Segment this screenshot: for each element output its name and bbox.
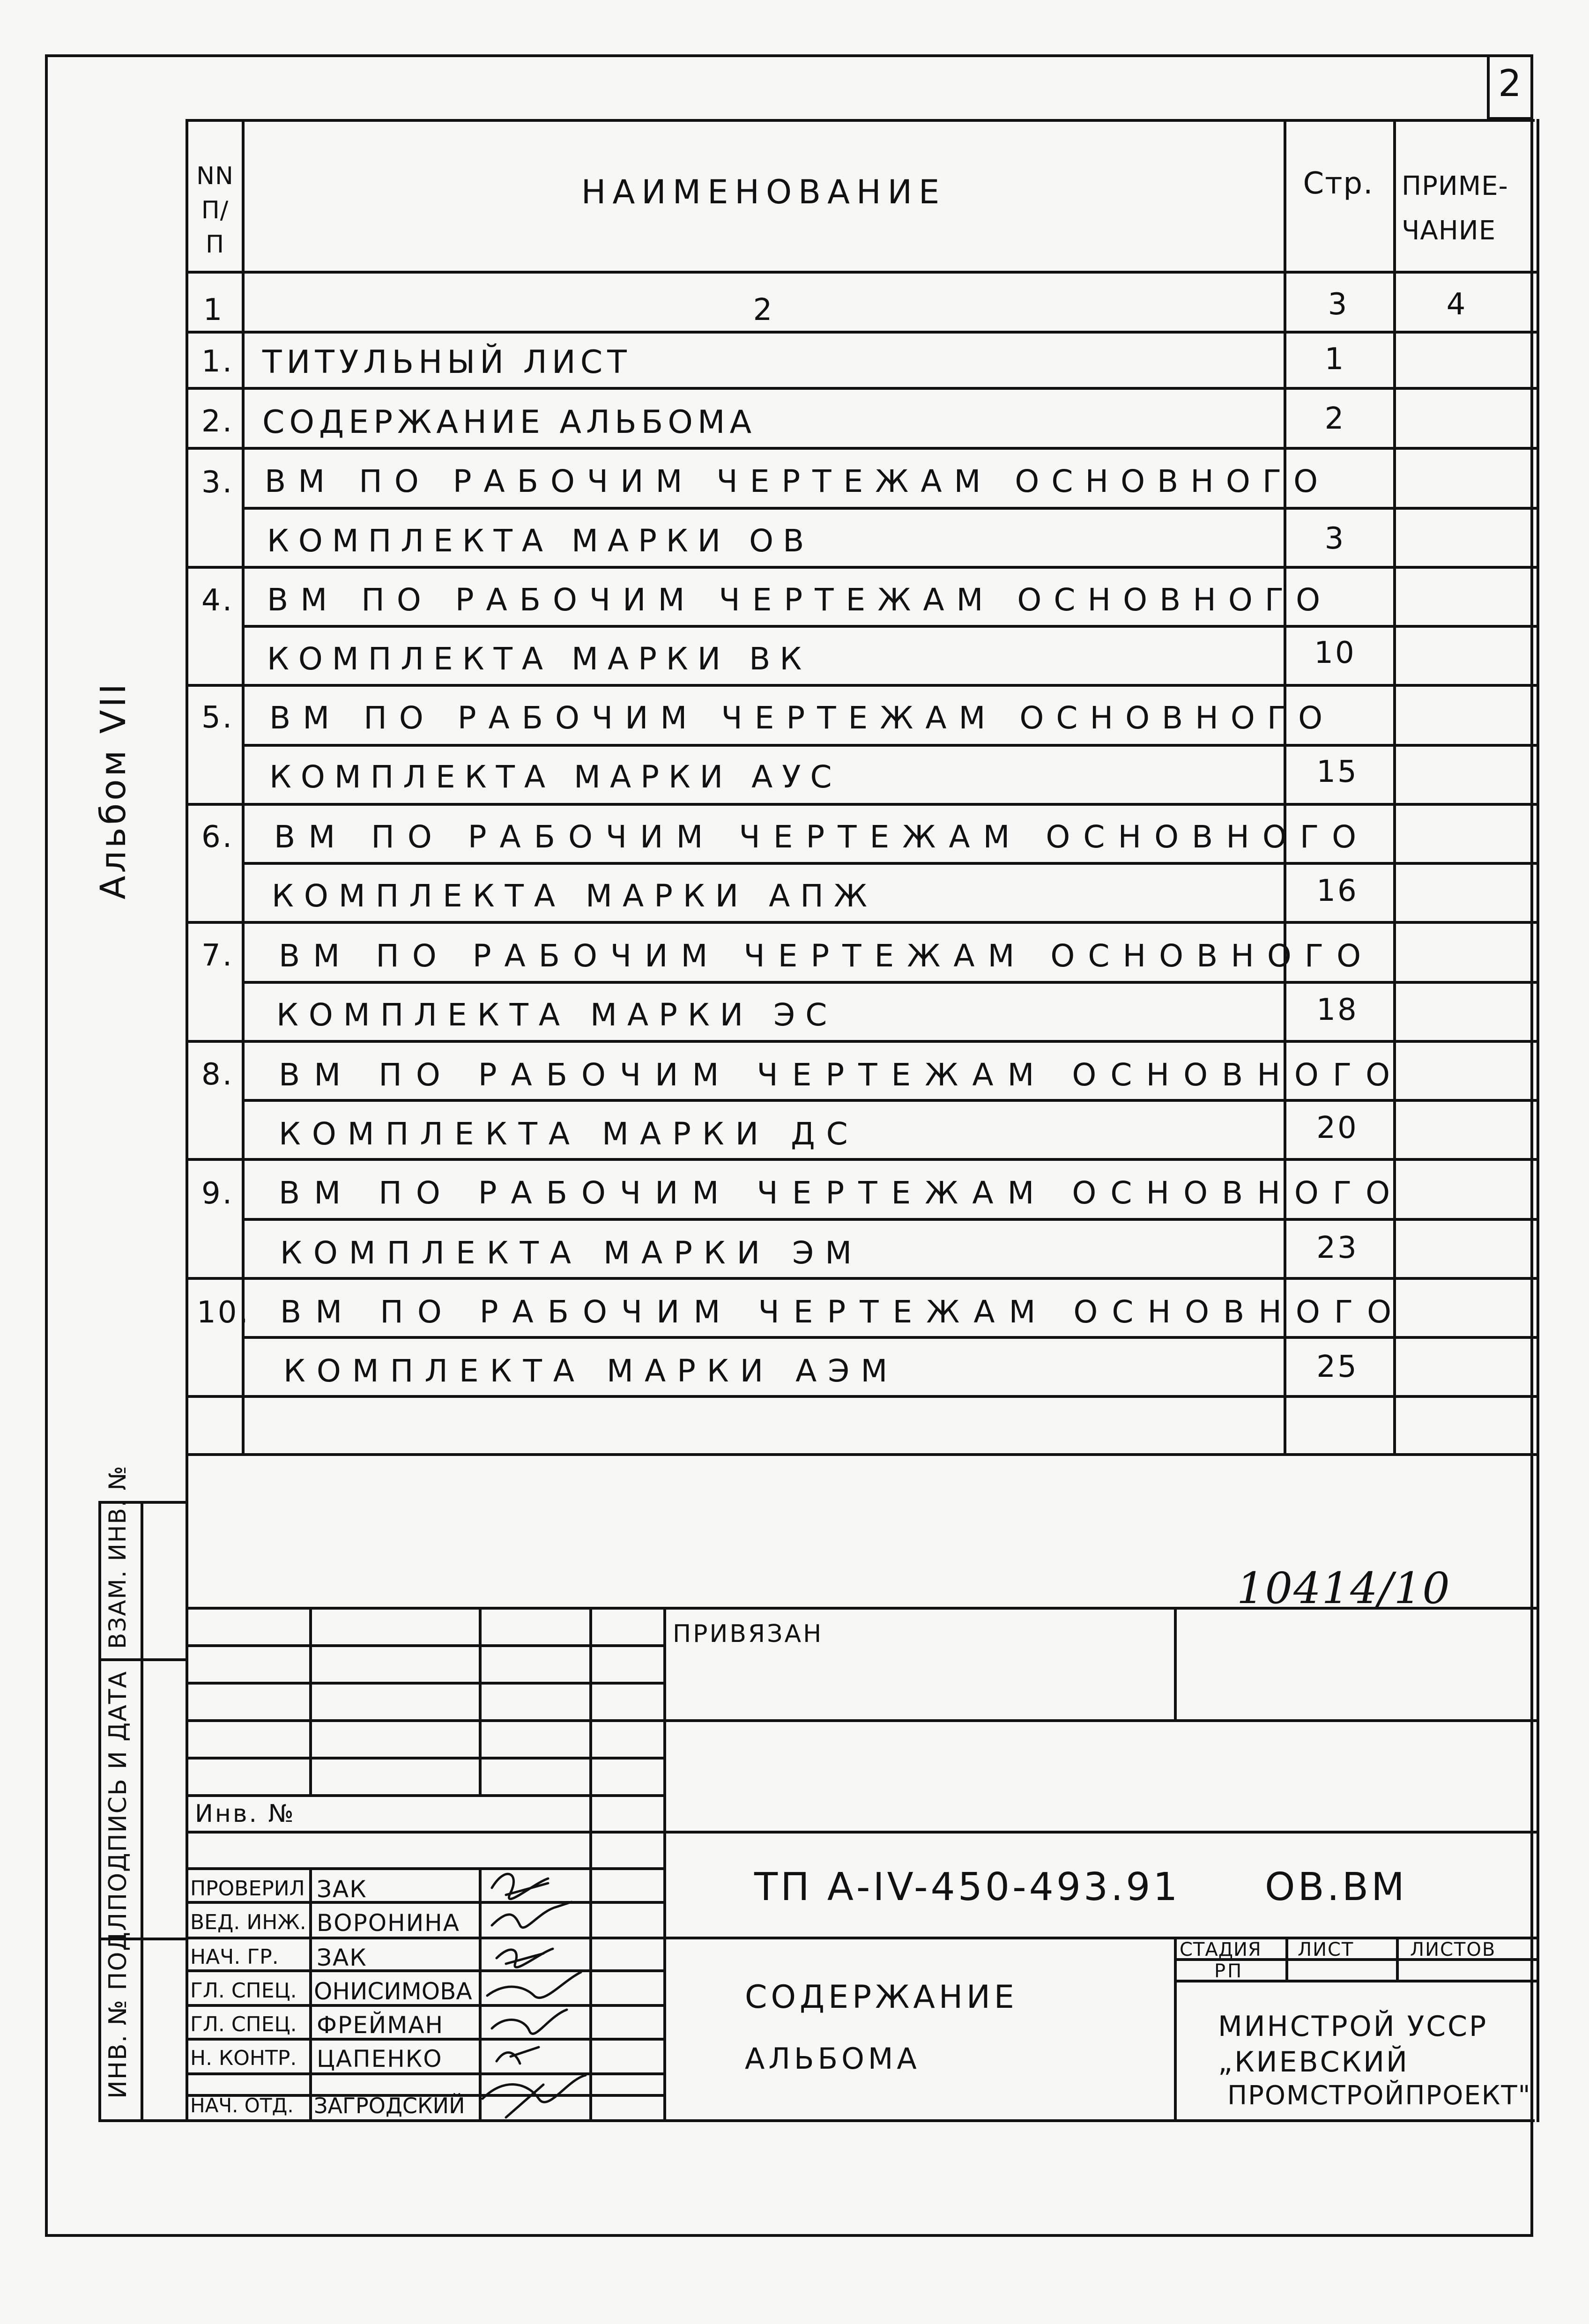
- row-subline: [242, 1099, 1537, 1102]
- row-subline: [242, 981, 1537, 984]
- sig-role: Н. КОНТР.: [190, 2046, 297, 2070]
- row-num: 10.: [197, 1295, 250, 1330]
- row-name-line: КОМПЛЕКТА МАРКИ ВК: [267, 641, 811, 677]
- row-line: [186, 447, 1537, 450]
- designation: ТП А-IV-450-493.91: [754, 1865, 1181, 1909]
- tb-line: [186, 1719, 1537, 1722]
- colnum-3: 3: [1328, 287, 1349, 322]
- row-page: 2: [1324, 401, 1346, 436]
- sig-name: ЗАГРОДСКИЙ: [314, 2093, 465, 2118]
- sig-name: ФРЕЙМАН: [317, 2012, 444, 2039]
- organization-line1: МИНСТРОЙ УССР: [1218, 2010, 1488, 2043]
- tb-col: [309, 1607, 312, 1794]
- sig-name: ЗАК: [317, 1876, 367, 1903]
- row-name-line: КОМПЛЕКТА МАРКИ ДС: [279, 1116, 859, 1152]
- tb-col: [663, 1607, 666, 2122]
- row-page: 15: [1316, 755, 1359, 789]
- tb-col: [1174, 1607, 1177, 1719]
- sig-role: ГЛ. СПЕЦ.: [190, 2012, 297, 2036]
- row-page: 1: [1324, 342, 1346, 377]
- row-subline: [242, 862, 1537, 865]
- row-page: 25: [1316, 1350, 1359, 1384]
- row-name-line: КОМПЛЕКТА МАРКИ ОВ: [267, 523, 814, 559]
- organization-line3: ПРОМСТРОЙПРОЕКТ": [1227, 2080, 1531, 2111]
- row-name-line: ВМ ПО РАБОЧИМ ЧЕРТЕЖАМ ОСНОВНОГО: [279, 1057, 1404, 1093]
- row-name-line: ВМ ПО РАБОЧИМ ЧЕРТЕЖАМ ОСНОВНОГО: [279, 1175, 1404, 1211]
- organization-line2: „КИЕВСКИЙ: [1218, 2046, 1409, 2079]
- row-name-line: ВМ ПО РАБОЧИМ ЧЕРТЕЖАМ ОСНОВНОГО: [274, 819, 1370, 855]
- row-num: 2.: [201, 404, 234, 439]
- tb-line: [186, 1682, 663, 1685]
- col-divider-1: [242, 122, 245, 1453]
- sig-role: ГЛ. СПЕЦ.: [190, 1979, 297, 2003]
- sig-name: ЦАПЕНКО: [317, 2045, 443, 2072]
- row-name-line: КОМПЛЕКТА МАРКИ ЭМ: [280, 1235, 863, 1271]
- sheet-title-line2: АЛЬБОМА: [745, 2042, 921, 2076]
- row-line: [186, 387, 1537, 390]
- row-page: 20: [1316, 1111, 1359, 1145]
- table-bottom-line: [186, 1453, 1537, 1456]
- row-line: [186, 1158, 1537, 1161]
- row-subline: [242, 1218, 1537, 1221]
- row-name-line: КОМПЛЕКТА МАРКИ АУС: [269, 759, 841, 795]
- row-subline: [242, 744, 1537, 747]
- sheet-title-line1: СОДЕРЖАНИЕ: [745, 1979, 1018, 2016]
- side-stamp-divider: [141, 1501, 143, 2122]
- tb-line: [186, 1644, 663, 1647]
- row-name-line: ВМ ПО РАБОЧИМ ЧЕРТЕЖАМ ОСНОВНОГО: [267, 582, 1333, 618]
- sheet-number: 2: [1498, 63, 1523, 105]
- row-name-line: КОМПЛЕКТА МАРКИ АЭМ: [283, 1353, 899, 1389]
- row-name-line: ВМ ПО РАБОЧИМ ЧЕРТЕЖАМ ОСНОВНОГО: [280, 1294, 1406, 1330]
- titleblock-top: [186, 1607, 1537, 1610]
- row-num: 4.: [201, 583, 234, 618]
- row-subline: [242, 507, 1537, 510]
- mark: ОВ.ВМ: [1265, 1865, 1407, 1909]
- tb-line: [186, 1757, 663, 1760]
- row-num: 6.: [201, 820, 234, 854]
- sheet-header: ЛИСТ: [1298, 1939, 1354, 1960]
- col-divider-3: [1393, 122, 1396, 1453]
- side-stamp-vzam: ВЗАМ. ИНВ. №: [104, 1465, 131, 1649]
- inv-no-label: Инв. №: [195, 1800, 296, 1828]
- row-page: 10: [1314, 636, 1356, 670]
- sheets-header: ЛИСТОВ: [1410, 1939, 1496, 1960]
- colnum-4: 4: [1446, 287, 1468, 322]
- row-subline: [242, 1336, 1537, 1339]
- row-line: [186, 921, 1537, 924]
- row-line: [186, 1277, 1537, 1280]
- row-page: 16: [1316, 874, 1359, 908]
- row-name-line: ТИТУЛЬНЫЙ ЛИСТ: [262, 344, 631, 381]
- tb-col: [479, 1607, 482, 1794]
- row-num: 1.: [201, 344, 234, 379]
- row-num: 9.: [201, 1176, 234, 1211]
- sig-role: ПРОВЕРИЛ: [190, 1877, 305, 1901]
- header-name: НАИМЕНОВАНИЕ: [581, 173, 946, 211]
- row-line: [186, 566, 1537, 569]
- row-page: 18: [1316, 993, 1359, 1027]
- header-divider: [186, 271, 1537, 274]
- row-name-line: ВМ ПО РАБОЧИМ ЧЕРТЕЖАМ ОСНОВНОГО: [269, 700, 1335, 736]
- col-divider-2: [1284, 122, 1286, 1453]
- header-num: NN П/П: [196, 162, 234, 259]
- row-name-line: ВМ ПО РАБОЧИМ ЧЕРТЕЖАМ ОСНОВНОГО: [279, 938, 1374, 974]
- sig-name: ВОРОНИНА: [317, 1909, 460, 1937]
- row-num: 3.: [201, 465, 234, 500]
- side-stamp-inv-podl: ИНВ. № ПОДЛ.: [104, 1903, 132, 2099]
- side-stamp-line: [98, 1658, 188, 1661]
- row-name-line: КОМПЛЕКТА МАРКИ АПЖ: [272, 878, 877, 914]
- colnum-divider: [186, 331, 1537, 334]
- stage-value: РП: [1214, 1960, 1244, 1982]
- privyazan-label: ПРИВЯЗАН: [673, 1620, 824, 1648]
- header-note: ПРИМЕ-ЧАНИЕ: [1402, 171, 1508, 246]
- tb-line: [186, 1831, 1537, 1834]
- row-line: [186, 684, 1537, 687]
- tb-col-lower: [309, 1867, 312, 2122]
- row-page: 23: [1316, 1231, 1359, 1265]
- table-right-border: [1537, 119, 1539, 2122]
- stage-header: СТАДИЯ: [1180, 1939, 1262, 1960]
- row-name-line: КОМПЛЕКТА МАРКИ ЭС: [276, 997, 838, 1033]
- album-label: Альбом VII: [93, 681, 134, 899]
- row-line: [186, 1040, 1537, 1043]
- header-page: Стр.: [1303, 166, 1374, 201]
- row-num: 5.: [201, 700, 234, 735]
- inventory-number: 10414/10: [1237, 1563, 1451, 1613]
- row-subline: [242, 625, 1537, 628]
- row-name-line: СОДЕРЖАНИЕ АЛЬБОМА: [262, 404, 757, 441]
- row-line: [186, 1395, 1537, 1398]
- sig-role: ВЕД. ИНЖ.: [190, 1910, 306, 1934]
- sig-role: НАЧ. ГР.: [190, 1945, 279, 1969]
- tb-line: [186, 1794, 663, 1797]
- row-page: 3: [1324, 521, 1346, 556]
- sig-name: ЗАК: [317, 1944, 367, 1971]
- sig-name: ОНИСИМОВА: [314, 1978, 472, 2005]
- row-num: 8.: [201, 1057, 234, 1092]
- colnum-2: 2: [753, 293, 774, 327]
- row-line: [186, 803, 1537, 806]
- colnum-1: 1: [203, 293, 224, 327]
- sig-role: НАЧ. ОТД.: [190, 2094, 294, 2117]
- side-stamp-podpis: ПОДПИСЬ И ДАТА: [104, 1670, 132, 1911]
- signature-scribbles: [478, 1855, 618, 2160]
- row-num: 7.: [201, 938, 234, 973]
- row-name-line: ВМ ПО РАБОЧИМ ЧЕРТЕЖАМ ОСНОВНОГО: [265, 463, 1330, 499]
- stage-col: [1174, 1937, 1177, 2122]
